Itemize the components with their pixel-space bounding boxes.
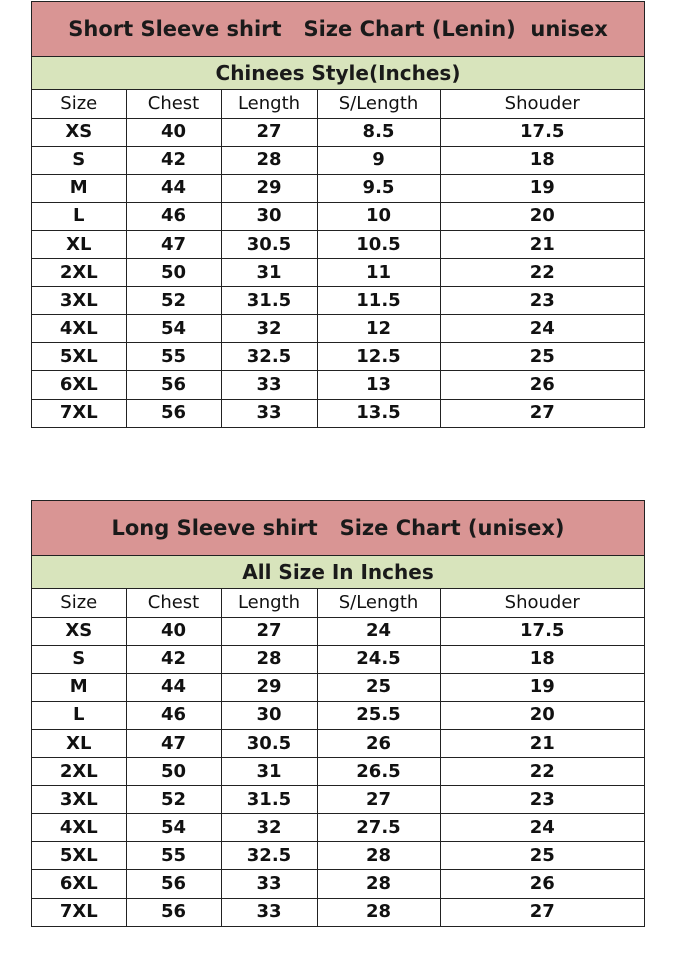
measurement-cell: 27 [440,399,644,427]
measurement-cell: 40 [126,617,221,645]
measurement-cell: 28 [317,898,440,926]
table-row [32,758,644,786]
measurement-cell: 27 [221,118,317,146]
measurement-cell: 22 [440,259,644,287]
measurement-cell: 12 [317,315,440,343]
measurement-cell: 21 [440,729,644,757]
size-cell: S [32,146,126,174]
measurement-cell: 11 [317,259,440,287]
column-header: Size [32,589,126,617]
measurement-cell: 8.5 [317,118,440,146]
measurement-cell: 56 [126,898,221,926]
measurement-cell: 30.5 [221,230,317,258]
measurement-cell: 52 [126,287,221,315]
measurement-cell: 32 [221,315,317,343]
measurement-cell: 33 [221,371,317,399]
measurement-cell: 29 [221,174,317,202]
table-row [32,701,644,729]
measurement-cell: 46 [126,202,221,230]
measurement-cell: 32 [221,814,317,842]
measurement-cell: 31.5 [221,786,317,814]
measurement-cell: 20 [440,701,644,729]
measurement-cell: 32.5 [221,842,317,870]
measurement-cell: 25 [317,673,440,701]
measurement-cell: 27 [440,898,644,926]
measurement-cell: 24 [317,617,440,645]
measurement-cell: 28 [317,870,440,898]
table-row [32,202,644,230]
column-header: Shouder [440,90,644,118]
column-header: Chest [126,90,221,118]
measurement-cell: 13.5 [317,399,440,427]
measurement-cell: 19 [440,174,644,202]
table-row [32,259,644,287]
size-cell: 7XL [32,898,126,926]
measurement-cell: 30.5 [221,729,317,757]
measurement-cell: 47 [126,230,221,258]
measurement-cell: 56 [126,870,221,898]
column-header: S/Length [317,589,440,617]
measurement-cell: 42 [126,146,221,174]
measurement-cell: 46 [126,701,221,729]
measurement-cell: 26 [440,371,644,399]
measurement-cell: 24 [440,315,644,343]
measurement-cell: 25.5 [317,701,440,729]
measurement-cell: 40 [126,118,221,146]
column-header: Length [221,589,317,617]
measurement-cell: 13 [317,371,440,399]
measurement-cell: 27 [317,786,440,814]
size-cell: 6XL [32,870,126,898]
measurement-cell: 27 [221,617,317,645]
table-row [32,729,644,757]
measurement-cell: 29 [221,673,317,701]
size-table [32,90,644,427]
measurement-cell: 50 [126,758,221,786]
measurement-cell: 47 [126,729,221,757]
chart-title: Long Sleeve shirt Size Chart (unisex) [32,501,644,556]
table-row [32,617,644,645]
measurement-cell: 24.5 [317,645,440,673]
size-cell: XL [32,729,126,757]
measurement-cell: 31 [221,758,317,786]
measurement-cell: 19 [440,673,644,701]
size-cell: 5XL [32,842,126,870]
table-row [32,146,644,174]
table-row [32,118,644,146]
size-cell: 3XL [32,287,126,315]
table-row [32,673,644,701]
measurement-cell: 26.5 [317,758,440,786]
measurement-cell: 55 [126,842,221,870]
table-row [32,399,644,427]
table-row [32,898,644,926]
chart-subtitle: All Size In Inches [32,556,644,589]
size-cell: 3XL [32,786,126,814]
size-cell: L [32,202,126,230]
size-cell: 2XL [32,259,126,287]
measurement-cell: 22 [440,758,644,786]
measurement-cell: 9 [317,146,440,174]
table-header-row [32,589,644,617]
table-row [32,343,644,371]
table-row [32,645,644,673]
measurement-cell: 11.5 [317,287,440,315]
table-row [32,870,644,898]
measurement-cell: 23 [440,786,644,814]
measurement-cell: 17.5 [440,118,644,146]
measurement-cell: 25 [440,343,644,371]
measurement-cell: 12.5 [317,343,440,371]
column-header: Chest [126,589,221,617]
measurement-cell: 27.5 [317,814,440,842]
measurement-cell: 54 [126,315,221,343]
column-header: Shouder [440,589,644,617]
measurement-cell: 31 [221,259,317,287]
table-row [32,371,644,399]
table-row [32,315,644,343]
measurement-cell: 31.5 [221,287,317,315]
size-cell: M [32,174,126,202]
measurement-cell: 17.5 [440,617,644,645]
size-cell: S [32,645,126,673]
measurement-cell: 10.5 [317,230,440,258]
column-header: S/Length [317,90,440,118]
size-cell: 6XL [32,371,126,399]
measurement-cell: 52 [126,786,221,814]
column-header: Length [221,90,317,118]
measurement-cell: 9.5 [317,174,440,202]
size-cell: 5XL [32,343,126,371]
measurement-cell: 18 [440,146,644,174]
measurement-cell: 26 [440,870,644,898]
measurement-cell: 54 [126,814,221,842]
size-cell: 2XL [32,758,126,786]
measurement-cell: 21 [440,230,644,258]
table-header-row [32,90,644,118]
measurement-cell: 56 [126,371,221,399]
measurement-cell: 26 [317,729,440,757]
size-cell: XL [32,230,126,258]
size-cell: XS [32,617,126,645]
measurement-cell: 30 [221,701,317,729]
table-row [32,814,644,842]
size-cell: 4XL [32,814,126,842]
measurement-cell: 30 [221,202,317,230]
table-row [32,842,644,870]
measurement-cell: 33 [221,399,317,427]
size-cell: M [32,673,126,701]
measurement-cell: 33 [221,898,317,926]
size-cell: 4XL [32,315,126,343]
table-row [32,287,644,315]
short-sleeve-size-chart [31,1,645,428]
column-header: Size [32,90,126,118]
measurement-cell: 55 [126,343,221,371]
chart-subtitle: Chinees Style(Inches) [32,57,644,90]
measurement-cell: 10 [317,202,440,230]
table-row [32,174,644,202]
size-cell: 7XL [32,399,126,427]
measurement-cell: 18 [440,645,644,673]
table-row [32,230,644,258]
measurement-cell: 50 [126,259,221,287]
long-sleeve-size-chart [31,500,645,927]
measurement-cell: 23 [440,287,644,315]
measurement-cell: 24 [440,814,644,842]
size-table [32,589,644,926]
chart-title: Short Sleeve shirt Size Chart (Lenin) unisex [32,2,644,57]
measurement-cell: 28 [221,146,317,174]
measurement-cell: 20 [440,202,644,230]
size-cell: XS [32,118,126,146]
table-row [32,786,644,814]
measurement-cell: 44 [126,174,221,202]
measurement-cell: 25 [440,842,644,870]
size-cell: L [32,701,126,729]
measurement-cell: 42 [126,645,221,673]
measurement-cell: 28 [317,842,440,870]
measurement-cell: 33 [221,870,317,898]
measurement-cell: 32.5 [221,343,317,371]
measurement-cell: 28 [221,645,317,673]
measurement-cell: 44 [126,673,221,701]
measurement-cell: 56 [126,399,221,427]
